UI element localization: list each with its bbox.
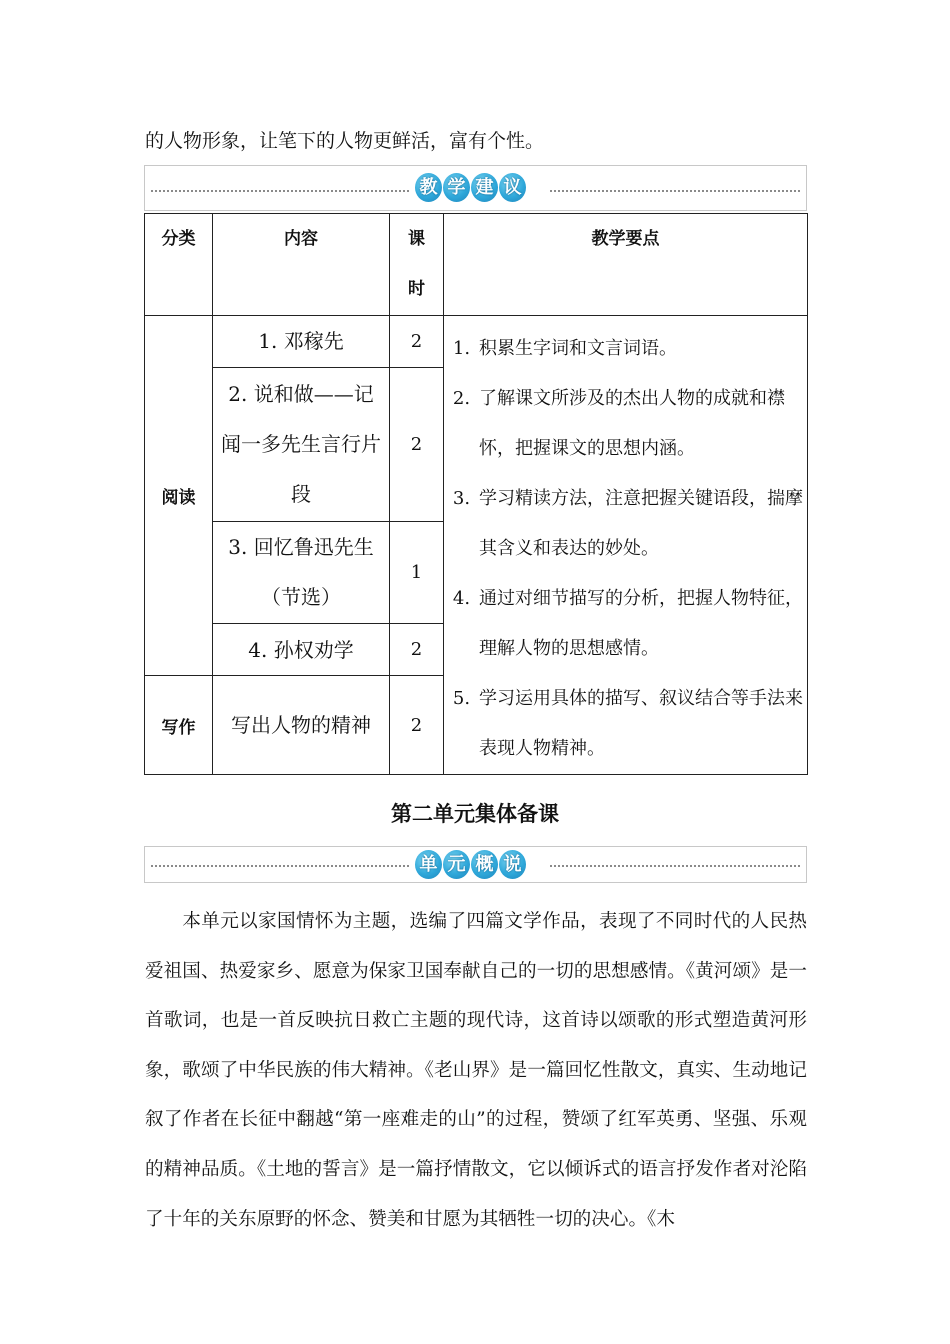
hours-cell: 2 bbox=[390, 624, 444, 676]
banner-title bbox=[415, 850, 526, 879]
content-cell: 1. 邓稼先 bbox=[213, 316, 390, 368]
header-hours: 课时 bbox=[390, 214, 444, 316]
category-writing: 写作 bbox=[145, 676, 213, 775]
header-content: 内容 bbox=[213, 214, 390, 316]
section-title: 第二单元集体备课 bbox=[391, 802, 559, 826]
continued-text: 的人物形象，让笔下的人物更鲜活，富有个性。 bbox=[145, 130, 545, 152]
dotted-rule bbox=[550, 865, 800, 867]
banner-char: 单 bbox=[415, 850, 442, 879]
banner-char: 教 bbox=[415, 173, 442, 202]
unit-overview-paragraph: 本单元以家国情怀为主题，选编了四篇文学作品，表现了不同时代的人民热爱祖国、热爱家乡、愿意为保家卫国奉献自己的一切的思想感情。《黄河颂》是一首歌词，也是一首反映抗日救亡主题的现代诗，这首诗以颂歌的形式塑造黄河形象，歌颂了中华民族的伟大精神。《老山界》是一篇回忆性散文，真实、生动地记叙了作者在长征中翻越“第一座难走的山”的过程，赞颂了红军英勇、坚强、乐观的精神品质。《土地的誓言》是一篇抒情散文，它以倾诉式的语言抒发作者对沦陷了十年的关东原野的怀念、赞美和甘愿为其牺牲一切的决心。《木 bbox=[145, 911, 807, 1230]
content-cell: 4. 孙权劝学 bbox=[213, 624, 390, 676]
key-point: 3. 学习精读方法，注意把握关键语段，揣摩其含义和表达的妙处。 bbox=[452, 488, 803, 559]
hours-cell: 2 bbox=[390, 367, 444, 521]
dotted-rule bbox=[151, 190, 409, 192]
table-row bbox=[145, 316, 808, 368]
banner-char: 元 bbox=[443, 850, 470, 879]
key-points-cell bbox=[444, 316, 808, 775]
category-reading: 阅读 bbox=[145, 316, 213, 676]
content-cell: 2. 说和做——记闻一多先生言行片段 bbox=[213, 367, 390, 521]
content-cell: 3. 回忆鲁迅先生（节选） bbox=[213, 521, 390, 624]
key-point: 4. 通过对细节描写的分析，把握人物特征，理解人物的思想感情。 bbox=[452, 588, 803, 659]
key-point: 2. 了解课文所涉及的杰出人物的成就和襟怀，把握课文的思想内涵。 bbox=[452, 388, 785, 459]
teaching-plan-table bbox=[144, 213, 808, 775]
banner-title bbox=[415, 173, 526, 202]
header-category: 分类 bbox=[145, 214, 213, 316]
hours-cell: 1 bbox=[390, 521, 444, 624]
dotted-rule bbox=[550, 190, 800, 192]
dotted-rule bbox=[151, 865, 409, 867]
hours-cell: 2 bbox=[390, 676, 444, 775]
banner-char: 建 bbox=[471, 173, 498, 202]
banner-char: 议 bbox=[499, 173, 526, 202]
unit-overview-banner bbox=[144, 846, 807, 883]
hours-cell: 2 bbox=[390, 316, 444, 368]
teaching-suggestion-banner bbox=[144, 165, 807, 211]
banner-char: 学 bbox=[443, 173, 470, 202]
table-header-row bbox=[145, 214, 808, 316]
content-cell: 写出人物的精神 bbox=[213, 676, 390, 775]
banner-char: 说 bbox=[499, 850, 526, 879]
header-key-points: 教学要点 bbox=[444, 214, 808, 316]
key-point: 1. 积累生字词和文言词语。 bbox=[452, 338, 677, 359]
banner-char: 概 bbox=[471, 850, 498, 879]
key-point: 5. 学习运用具体的描写、叙议结合等手法来表现人物精神。 bbox=[452, 688, 803, 759]
